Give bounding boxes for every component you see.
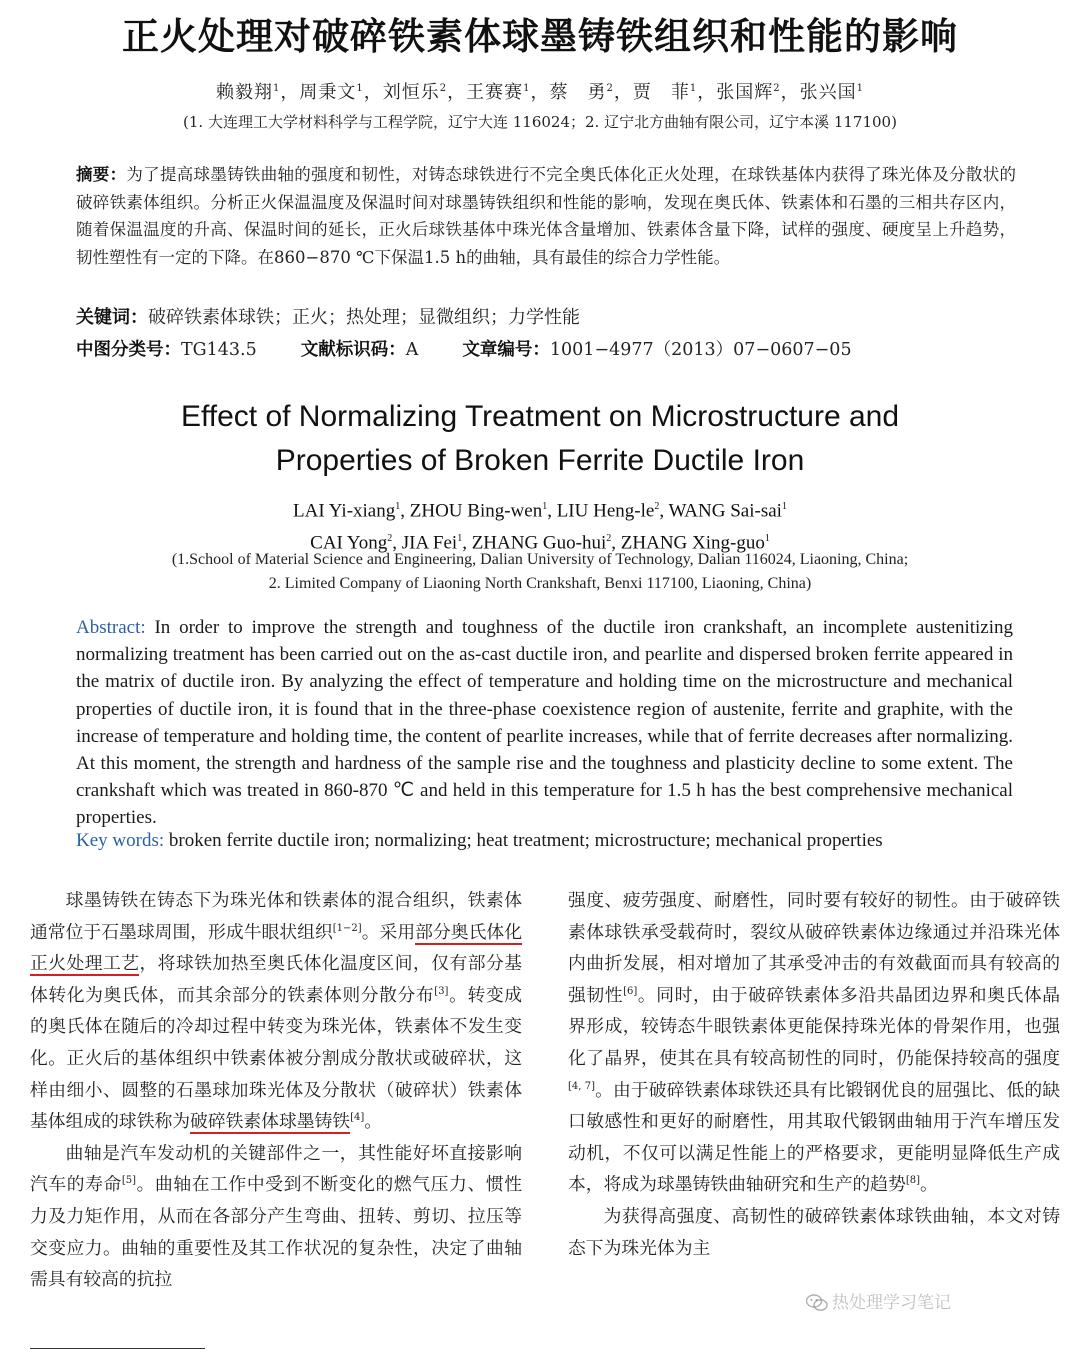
chinese-title: 正火处理对破碎铁素体球墨铸铁组织和性能的影响 — [122, 15, 958, 58]
author-name: 蔡 勇 — [549, 82, 607, 103]
chinese-abstract-label: 摘要： — [76, 165, 127, 184]
citation: [1−2] — [332, 922, 362, 934]
body-paragraph: 曲轴是汽车发动机的关键部件之一，其性能好坏直接影响汽车的寿命[5]。曲轴在工作中受到不断变化的燃气压力、惯性力及力矩作用，从而在各部分产生弯曲、扭转、剪切、拉压等交变应力。曲轴的重要性及其工作状况的复杂性，决定了曲轴需具有较高的抗拉 — [30, 1142, 522, 1291]
author-affil-mark: 1 — [542, 501, 548, 512]
english-affiliation — [0, 548, 1080, 596]
chinese-abstract — [76, 161, 1016, 271]
citation: [4] — [350, 1112, 365, 1124]
author-name: 王赛赛 — [466, 82, 524, 103]
author-affil-mark: 1 — [689, 83, 698, 94]
citation: [5] — [121, 1175, 137, 1187]
footnote-rule — [30, 1348, 205, 1349]
author-affil-mark: 1 — [356, 83, 364, 94]
english-abstract — [76, 614, 1013, 832]
watermark-text: 热处理学习笔记 — [832, 1293, 951, 1313]
citation: [8] — [905, 1175, 921, 1187]
chinese-keywords-text: 破碎铁素体球铁；正火；热处理；显微组织；力学性能 — [148, 307, 580, 328]
author-name: ZHANG Xing-guo — [620, 532, 765, 554]
citation: [6] — [623, 985, 638, 997]
wechat-icon — [806, 1294, 828, 1312]
article-number-label: 文章编号： — [462, 340, 550, 360]
author-name: WANG Sai-sai — [668, 500, 782, 522]
citation: [3] — [434, 985, 449, 997]
doc-code-label: 文献标识码： — [300, 340, 406, 360]
article-number-value: 1001−4977（2013）07−0607−05 — [549, 340, 852, 360]
doc-code-field — [301, 336, 419, 361]
watermark — [806, 1288, 951, 1313]
chinese-keywords-label: 关键词： — [76, 307, 148, 328]
author-name: 张兴国 — [799, 82, 857, 103]
chinese-abstract-text: 为了提高球墨铸铁曲轴的强度和韧性，对铸态球铁进行不完全奥氏体化正火处理，在球铁基体内获得了珠光体及分散状的破碎铁素体组织。分析正火保温温度及保温时间对球墨铸铁组织和性能的影响，发现在奥氏体、铁素体和石墨的三相共存区内，随着保温温度的升高、保温时间的延长，正火后球铁基体中珠光体含量增加、铁素体含量下降，试样的强度、硬度呈上升趋势，韧性塑性有一定的下降。在860−870 ℃下保温1.5 h的曲轴，具有最佳的综合力学性能。 — [76, 165, 1017, 267]
author-affil-mark: 2 — [387, 533, 393, 545]
english-title-line-1: Effect of Normalizing Treatment on Microstructure and — [180, 400, 900, 433]
author-affil-mark: 1 — [764, 533, 770, 545]
english-authors-line-1: LAI Yi-xiang$^1$, ZHOU Bing-wen$^1$, LIU Heng-$le^2$, WANG Sai-sai$^1$ — [293, 500, 787, 522]
english-abstract-label: Abstract: — [76, 617, 146, 638]
english-authors-line-2: CAI Yong$^2$, JIA Fei$^1$, ZHANG Guo-hui$^2$, ZHANG Xing-guo$^1$ — [310, 532, 770, 554]
body-paragraph: 强度、疲劳强度、耐磨性，同时要有较好的韧性。由于破碎铁素体球铁承受载荷时，裂纹从破碎铁素体边缘通过并沿珠光体内曲折发展，相对增加了其承受冲击的有效截面而具有较高的强韧性[6]。同时，由于破碎铁素体多沿共晶团边界和奥氏体晶界形成，较铸态牛眼铁素体更能保持珠光体的骨架作用，也强化了晶界，使其在具有较高韧性的同时，仍能保持较高的强度[4, 7]。由于破碎铁素体球铁还具有比锻钢优良的屈强比、低的缺口敏感性和更好的耐磨性，用其取代锻钢曲轴用于汽车增压发动机，不仅可以满足性能上的严格要求，更能明显降低生产成本，将成为球墨铸铁曲轴研究和生产的趋势[8]。 — [568, 890, 1060, 1196]
article-number-field — [462, 336, 851, 361]
english-keywords-text: broken ferrite ductile iron; normalizing; heat treatment; microstructure; mechanical properties — [168, 830, 883, 851]
chinese-keywords — [76, 303, 1016, 329]
author-affil-mark: 2 — [439, 83, 448, 94]
author-name: ZHANG Guo-hui — [471, 532, 607, 554]
author-affil-mark: 1 — [856, 83, 864, 94]
underlined-term: 破碎铁素体球墨铸铁 — [190, 1111, 351, 1133]
doc-code-value: A — [405, 340, 419, 360]
author-affil-mark: 2 — [606, 533, 612, 545]
author-name: CAI Yong — [310, 532, 388, 554]
english-keywords — [76, 830, 1013, 852]
author-name: 周秉文 — [299, 82, 357, 103]
author-name: ZHOU Bing-wen — [409, 500, 543, 522]
author-name: 刘恒乐 — [382, 82, 440, 103]
author-affil-mark: 2 — [654, 501, 660, 512]
english-title-line-2: Properties of Broken Ferrite Ductile Iron — [275, 444, 805, 477]
clc-label: 中图分类号： — [76, 340, 181, 360]
body-column-right — [568, 885, 1060, 1264]
author-name: 赖毅翔 — [216, 82, 273, 103]
clc-value: TG143.5 — [181, 340, 257, 360]
citation: [4, 7] — [568, 1080, 595, 1092]
author-affil-mark: 1 — [457, 533, 463, 545]
underlined-term: 部分奥氏体化正火处理工艺 — [30, 921, 522, 975]
clc-field — [76, 336, 257, 361]
english-keywords-label: Key words: — [76, 830, 165, 851]
english-affiliation-line-1: (1.School of Material Science and Engineering, Dalian University of Technology, Dalian 116024, Liaoning, China; — [171, 551, 909, 568]
chinese-authors: 赖毅翔$^1$，周秉文$^1$，刘恒乐$^2$，王赛赛$^1$，蔡 勇$^2$，贾 菲$^1$，张国辉$^2$，张兴国$^1$ — [216, 82, 864, 103]
classification-meta — [76, 336, 1016, 361]
author-affil-mark: 2 — [606, 83, 614, 94]
english-affiliation-line-2: 2. Limited Company of Liaoning North Crankshaft, Benxi 117100, Liaoning, China) — [268, 575, 812, 592]
author-affil-mark: 1 — [273, 83, 281, 94]
author-name: LIU Heng-le — [556, 500, 655, 522]
author-name: LAI Yi-xiang — [293, 500, 396, 522]
english-title — [0, 395, 1080, 483]
author-affil-mark: 1 — [523, 83, 531, 94]
author-affil-mark: 2 — [773, 83, 781, 94]
author-name: 张国辉 — [716, 82, 774, 103]
author-name: JIA Fei — [401, 532, 458, 554]
author-affil-mark: 1 — [395, 501, 401, 512]
author-name: 贾 菲 — [632, 82, 690, 103]
english-abstract-text: In order to improve the strength and toughness of the ductile iron crankshaft, an incomplete austenitizing normalizing treatment has been carried out on the as-cast ductile iron, and pearlite and dispersed broken ferrite appeared in the matrix of ductile iron. By analyzing the effect of temperature and holding time on the microstructure and mechanical properties of ductile iron, it is found that in the three-phase coexistence region of austenite, ferrite and graphite, with the increase of temperature and holding time, the content of pearlite increases, while that of ferrite decreases after normalizing. At this moment, the strength and hardness of the sample rise and the toughness and plasticity decline to some extent. The crankshaft which was treated in 860-870 ℃ and held in this temperature for 1.5 h has the best comprehensive mechanical properties. — [76, 617, 1014, 829]
body-paragraph: 球墨铸铁在铸态下为珠光体和铁素体的混合组织，铁素体通常位于石墨球周围，形成牛眼状组织[1−2]。采用部分奥氏体化正火处理工艺，将球铁加热至奥氏体化温度区间，仅有部分基体转化为奥氏体，而其余部分的铁素体则分散分布[3]。转变成的奥氏体在随后的冷却过程中转变为珠光体，铁素体不发生变化。正火后的基体组织中铁素体被分割成分散状或破碎状，这样由细小、圆整的石墨球加珠光体及分散状（破碎状）铁素体基体组成的球铁称为破碎铁素体球墨铸铁[4]。 — [30, 890, 522, 1133]
chinese-affiliation: (1. 大连理工大学材料科学与工程学院，辽宁大连 116024；2. 辽宁北方曲轴有限公司，辽宁本溪 117100) — [183, 113, 897, 131]
body-column-left — [30, 885, 522, 1296]
author-affil-mark: 1 — [781, 501, 787, 512]
body-paragraph: 为获得高强度、高韧性的破碎铁素体球铁曲轴，本文对铸态下为珠光体为主 — [568, 1205, 1060, 1259]
